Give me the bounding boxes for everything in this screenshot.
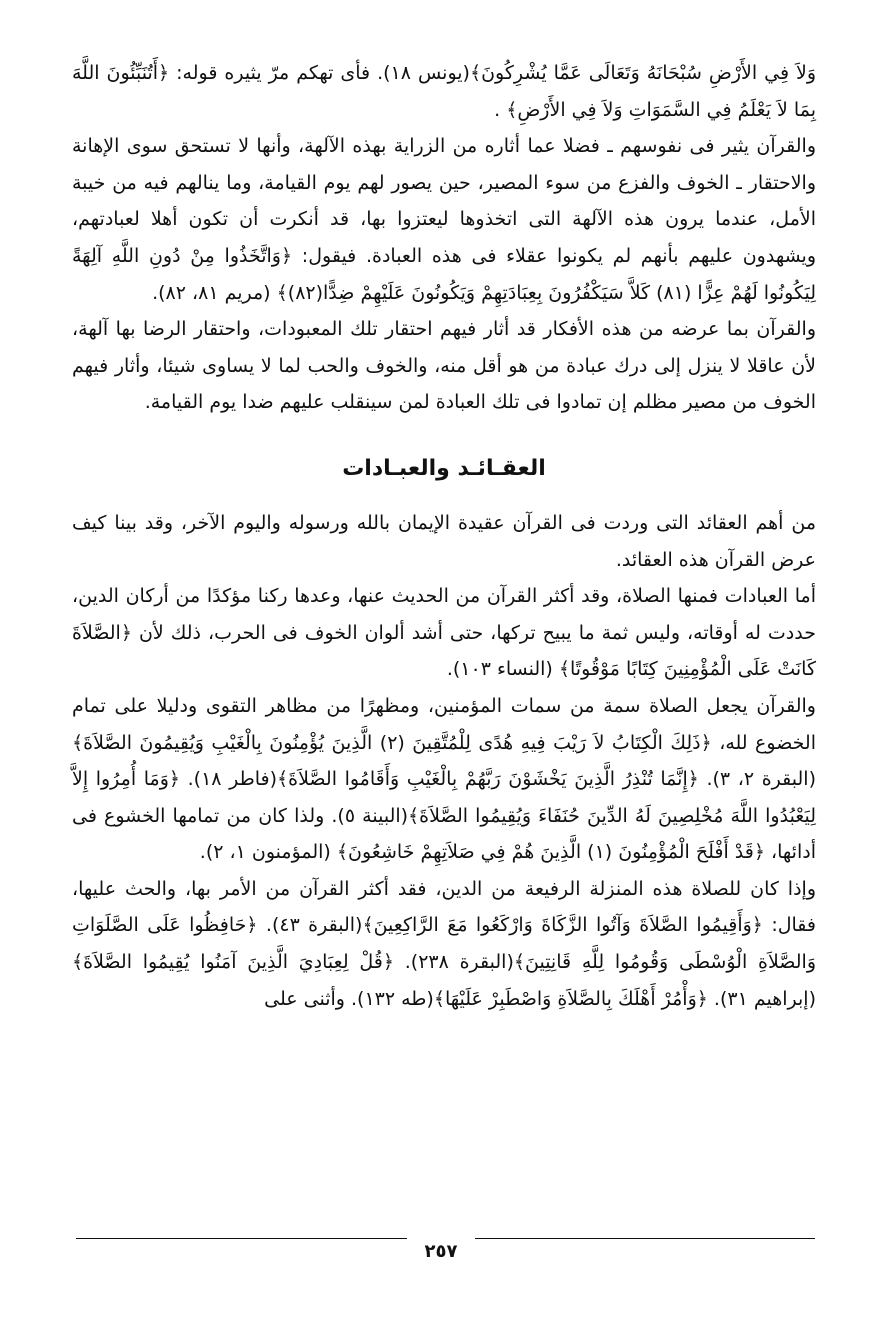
paragraph: وَلاَ فِي الأَرْضِ سُبْحَانَهُ وَتَعَالَى عَمَّا يُشْرِكُونَ﴾(يونس ١٨). فأى تهكم مرّ يثيره قوله: ﴿أَتُنَبِّئُونَ اللَّهَ بِمَا لاَ يَعْلَمُ فِي السَّمَوَاتِ وَلاَ فِي الأَرْضِ﴾ .: [72, 62, 817, 121]
page-number: ٢٥٧: [424, 1241, 458, 1262]
paragraph: والقرآن يجعل الصلاة سمة من سمات المؤمنين، ومظهرًا من مظاهر التقوى ودليلا على تمام الخضوع لله، ﴿ذَلِكَ الْكِتَابُ لاَ رَيْبَ فِيهِ هُدًى لِلْمُتَّقِينَ (٢) الَّذِينَ يُؤْمِنُونَ بِالْغَيْبِ وَيُقِيمُونَ الصَّلاَةَ﴾(البقرة ٢، ٣). ﴿إِنَّمَا تُنْذِرُ الَّذِينَ يَخْشَوْنَ رَبَّهُمْ بِالْغَيْبِ وَأَقَامُوا الصَّلاَةَ﴾(فاطر ١٨). ﴿وَمَا أُمِرُوا إِلاَّ لِيَعْبُدُوا اللَّهَ مُخْلِصِينَ لَهُ الدِّينَ حُنَفَاءَ وَيُقِيمُوا الصَّلاَةَ﴾(البينة ٥). ولذا كان من تمامها الخشوع فى أدائها، ﴿قَدْ أَفْلَحَ الْمُؤْمِنُونَ (١) الَّذِينَ هُمْ فِي صَلاَتِهِمْ خَاشِعُونَ﴾ (المؤمنون ١، ٢).: [72, 694, 817, 864]
paragraph: والقرآن بما عرضه من هذه الأفكار قد أثار فيهم احتقار تلك المعبودات، واحتقار الرضا بها آلهة، لأن عاقلا لا ينزل إلى درك عبادة من هو أقل منه، والخوف والحب لما لا يساوى شيئا، وأثار فيهم الخوف من مصير مظلم إن تمادوا فى تلك العبادة لمن سينقلب عليهم ضدا يوم القيامة.: [72, 318, 816, 414]
paragraph: أما العبادات فمنها الصلاة، وقد أكثر القرآن من الحديث عنها، وعدها ركنا مؤكدًا من أركان الدين، حددت له أوقاته، وليس ثمة ما يبيح تركها، حتى أشد ألوان الخوف فى الحرب، ذلك لأن ﴿الصَّلاَةَ كَانَتْ عَلَى الْمُؤْمِنِينَ كِتَابًا مَوْقُوتًا﴾ (النساء ١٠٣).: [72, 585, 816, 681]
footer-rule-right: [475, 1238, 815, 1239]
section-heading: العقـائـد والعبـادات: [342, 455, 546, 481]
footer-rule-left: [76, 1238, 407, 1239]
body-text: [72, 55, 816, 1017]
paragraph: وإذا كان للصلاة هذه المنزلة الرفيعة من الدين، فقد أكثر القرآن من الأمر بها، والحث عليها، فقال: ﴿وَأَقِيمُوا الصَّلاَةَ وَآتُوا الزَّكَاةَ وَارْكَعُوا مَعَ الرَّاكِعِينَ﴾(البقرة ٤٣). ﴿حَافِظُوا عَلَى الصَّلَوَاتِ وَالصَّلاَةِ الْوُسْطَى وَقُومُوا لِلَّهِ قَانِتِينَ﴾(البقرة ٢٣٨). ﴿قُلْ لِعِبَادِيَ الَّذِينَ آمَنُوا يُقِيمُوا الصَّلاَةَ﴾(إبراهيم ٣١). ﴿وَأْمُرْ أَهْلَكَ بِالصَّلاَةِ وَاصْطَبِرْ عَلَيْهَا﴾(طه ١٣٢). وأثنى على: [72, 877, 817, 1010]
paragraph: والقرآن يثير فى نفوسهم ـ فضلا عما أثاره من الزراية بهذه الآلهة، وأنها لا تستحق سوى الإهانة والاحتقار ـ الخوف والفزع من سوء المصير، حين يصور لهم يوم القيامة، وما ينالهم فيه من خيبة الأمل، عندما يرون هذه الآلهة التى اتخذوها ليعتزوا بها، قد أنكرت أن تكون أهلا لعبادتهم، ويشهدون عليهم بأنهم لم يكونوا عقلاء فى هذه العبادة. فيقول: ﴿وَاتَّخَذُوا مِنْ دُونِ اللَّهِ آلِهَةً لِيَكُونُوا لَهُمْ عِزًّا (٨١) كَلاَّ سَيَكْفُرُونَ بِعِبَادَتِهِمْ وَيَكُونُونَ عَلَيْهِمْ ضِدًّا(٨٢)﴾ (مريم ٨١، ٨٢).: [72, 135, 816, 304]
paragraph: من أهم العقائد التى وردت فى القرآن عقيدة الإيمان بالله ورسوله واليوم الآخر، وقد بينا كيف عرض القرآن هذه العقائد.: [72, 511, 816, 571]
